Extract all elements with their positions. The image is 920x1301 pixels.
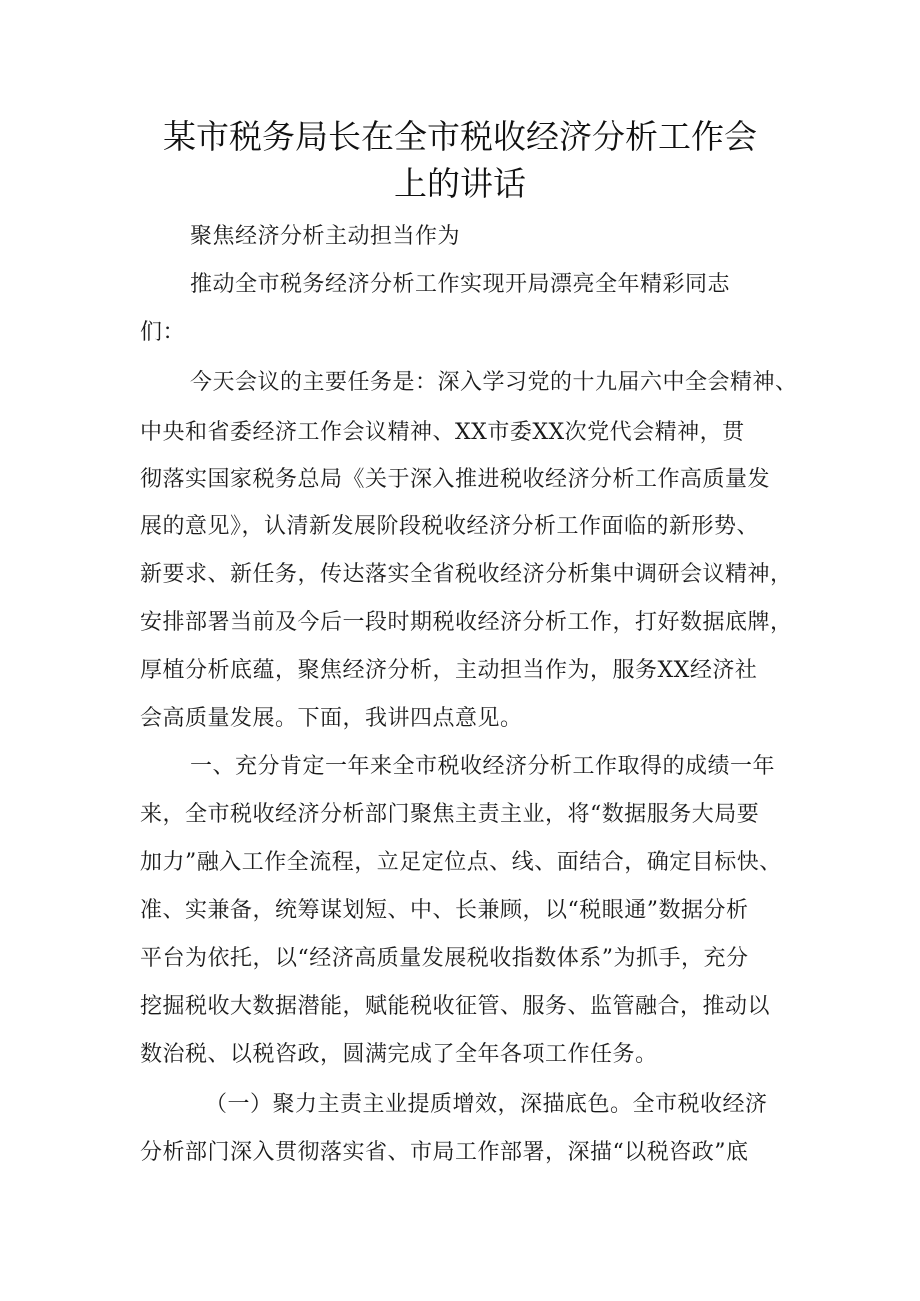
subtitle-line: 聚焦经济分析主动担当作为 [190, 224, 461, 249]
paragraph-line: 分析部门深入贯彻落实省、市局工作部署，深描“以税咨政”底 [140, 1140, 749, 1165]
paragraph-line: 彻落实国家税务总局《关于深入推进税收经济分析工作高质量发 [140, 467, 771, 492]
paragraph-line: 今天会议的主要任务是：深入学习党的十九届六中全会精神、 [190, 370, 798, 395]
paragraph-line: 挖掘税收大数据潜能，赋能税收征管、服务、监管融合，推动以 [140, 994, 771, 1019]
document-title-line-1: 某市税务局长在全市税收经济分析工作会 [163, 117, 757, 156]
paragraph-line: 会高质量发展。下面，我讲四点意见。 [140, 706, 523, 731]
paragraph-line: 数治税、以税咨政，圆满完成了全年各项工作任务。 [140, 1042, 658, 1067]
paragraph-line: 厚植分析底蕴，聚焦经济分析，主动担当作为，服务XX经济社 [140, 658, 758, 683]
paragraph-line: 安排部署当前及今后一段时期税收经济分析工作，打好数据底牌， [140, 610, 793, 635]
paragraph-line: 准、实兼备，统筹谋划短、中、长兼顾，以“税眼通”数据分析 [140, 898, 749, 923]
subsection-heading-line: （一）聚力主责主业提质增效，深描底色。全市税收经济 [205, 1092, 768, 1117]
paragraph-line: 来，全市税收经济分析部门聚焦主责主业，将“数据服务大局要 [140, 802, 760, 827]
paragraph-line: 加力”融入工作全流程，立足定位点、线、面结合，确定目标快、 [140, 850, 782, 875]
paragraph-line: 展的意见》，认清新发展阶段税收经济分析工作面临的新形势、 [140, 514, 760, 539]
document-title-line-2: 上的讲话 [394, 164, 526, 203]
paragraph-line: 推动全市税务经济分析工作实现开局漂亮全年精彩同志 [190, 272, 731, 297]
paragraph-line: 中央和省委经济工作会议精神、XX市委XX次党代会精神，贯 [140, 420, 745, 445]
paragraph-line: 们： [140, 320, 186, 345]
section-heading-line: 一、充分肯定一年来全市税收经济分析工作取得的成绩一年 [190, 754, 776, 779]
paragraph-line: 平台为依托，以“经济高质量发展税收指数体系”为抓手，充分 [140, 946, 749, 971]
paragraph-line: 新要求、新任务，传达落实全省税收经济分析集中调研会议精神， [140, 562, 793, 587]
